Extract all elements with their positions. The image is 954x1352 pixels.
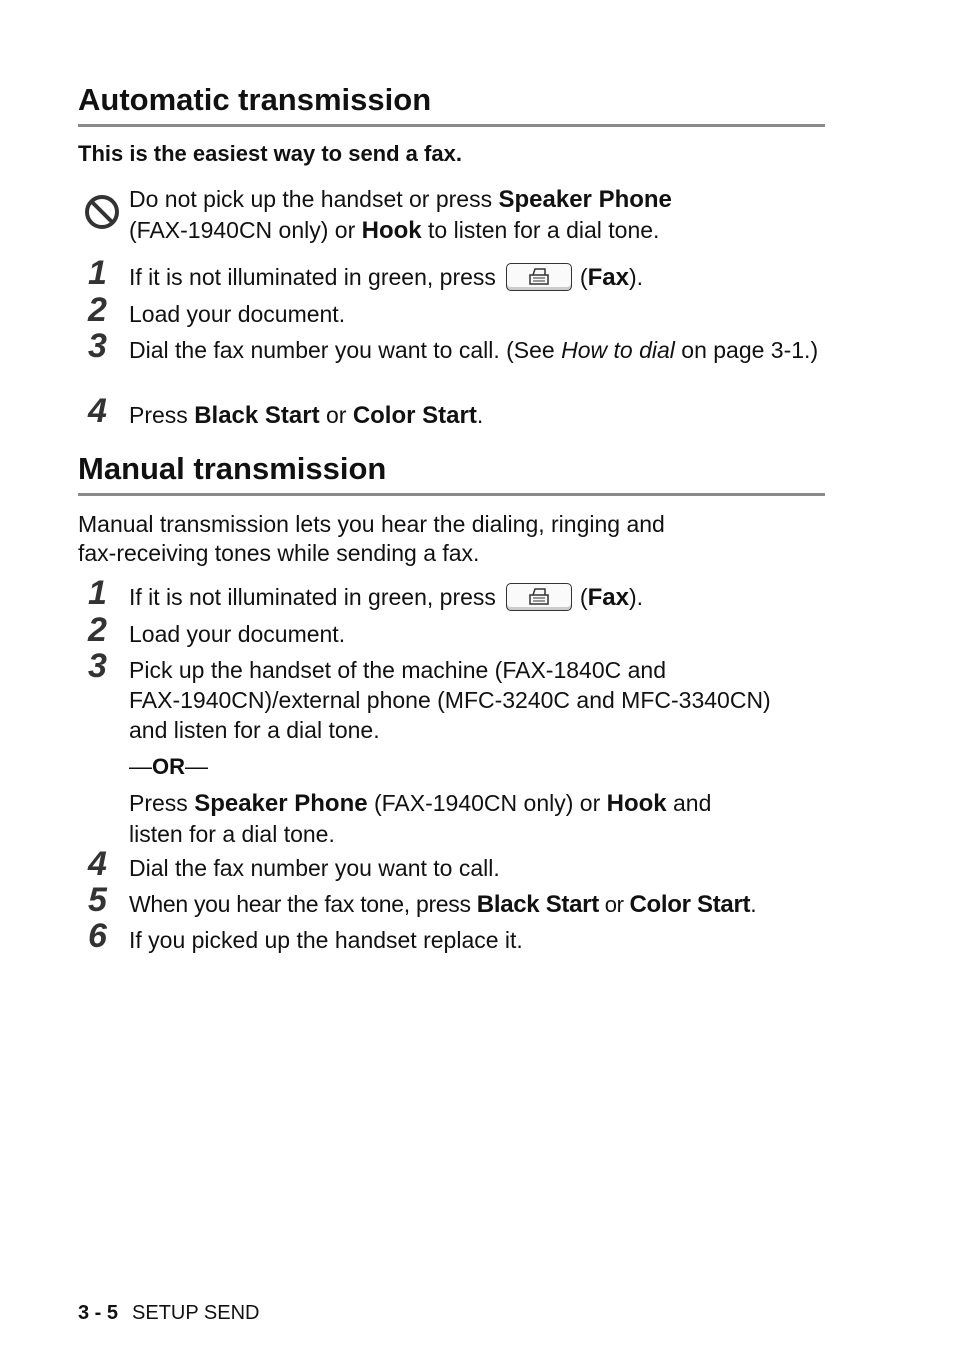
step-text: If you picked up the handset replace it. — [129, 927, 523, 953]
step-text-part: If it is not illuminated in green, press — [129, 584, 496, 610]
color-start-label: Color Start — [352, 402, 477, 429]
step-text: Dial the fax number you want to call. — [129, 855, 500, 881]
note-text: (FAX-1940CN only) or — [129, 217, 362, 243]
step-text-part: on page 3-1.) — [674, 337, 819, 363]
step-number: 3 — [88, 647, 107, 685]
step-text-part: If it is not illuminated in green, press — [129, 264, 496, 290]
paren: ( — [579, 264, 588, 290]
step-number: 3 — [88, 327, 107, 365]
step-text-part: Press — [129, 790, 195, 816]
step-text-part: Dial the fax number you want to call. (See — [129, 337, 562, 363]
step-text-part: or — [319, 402, 353, 428]
dash: — — [129, 753, 152, 779]
section-title-automatic: Automatic transmission — [78, 82, 432, 117]
step-number: 6 — [88, 917, 107, 955]
black-start-label: Black Start — [476, 891, 599, 918]
note-hook: Hook — [361, 217, 422, 244]
step-text — [129, 262, 829, 293]
step-text-part: (FAX-1940CN only) or — [367, 790, 607, 816]
page-footer — [78, 1300, 259, 1326]
note-speaker-phone: Speaker Phone — [498, 186, 672, 213]
step-text-part: Press — [129, 402, 195, 428]
step-number: 2 — [88, 291, 107, 329]
speaker-phone-label: Speaker Phone — [194, 790, 368, 817]
fax-key-icon — [506, 263, 572, 291]
step-text — [129, 335, 829, 365]
cross-reference: How to dial — [561, 337, 675, 363]
section-intro — [78, 510, 838, 568]
intro-line: fax-receiving tones while sending a fax. — [78, 540, 480, 566]
page-number: 3 - 5 — [78, 1302, 119, 1324]
step-line: listen for a dial tone. — [129, 821, 335, 847]
note-text: to listen for a dial tone. — [421, 217, 660, 243]
color-start-label: Color Start — [629, 891, 751, 918]
fax-key-label: Fax — [587, 584, 629, 611]
step-text — [129, 582, 829, 613]
chapter-name: SETUP SEND — [132, 1302, 260, 1324]
step-number: 5 — [88, 881, 107, 919]
step-text — [129, 400, 829, 431]
paren: ( — [579, 584, 588, 610]
fax-key-icon — [506, 583, 572, 611]
or-separator — [129, 751, 829, 782]
step-number: 1 — [88, 254, 107, 292]
step-text-part: When you hear the fax tone, press — [129, 891, 477, 917]
step-text — [129, 889, 829, 920]
dash: — — [185, 753, 208, 779]
no-entry-icon — [84, 194, 120, 230]
section-rule — [78, 124, 825, 127]
black-start-label: Black Start — [194, 402, 320, 429]
section-title-manual: Manual transmission — [78, 451, 387, 486]
step-text — [129, 655, 829, 849]
step-text-part: . — [750, 891, 757, 917]
step-text-part: or — [598, 892, 630, 917]
section-rule — [78, 493, 825, 496]
hook-label: Hook — [606, 790, 667, 817]
caution-note — [129, 184, 829, 246]
step-text: Load your document. — [129, 301, 346, 327]
step-line: Pick up the handset of the machine (FAX-1840C and — [129, 657, 666, 683]
step-text-part: and — [666, 790, 712, 816]
step-text: Load your document. — [129, 621, 346, 647]
paren: ). — [628, 584, 643, 610]
step-number: 2 — [88, 611, 107, 649]
step-text-part: . — [476, 402, 484, 428]
step-number: 4 — [88, 845, 107, 883]
intro-line: Manual transmission lets you hear the dialing, ringing and — [78, 511, 665, 537]
step-line: and listen for a dial tone. — [129, 717, 380, 743]
step-line: FAX-1940CN)/external phone (MFC-3240C and MFC-3340CN) — [129, 687, 771, 713]
paren: ). — [628, 264, 643, 290]
or-label: OR — [152, 754, 185, 779]
step-number: 1 — [88, 574, 107, 612]
alternative-text — [129, 788, 829, 849]
note-text: Do not pick up the handset or press — [129, 186, 499, 212]
fax-key-label: Fax — [587, 264, 629, 291]
section-lead: This is the easiest way to send a fax. — [78, 141, 462, 166]
step-number: 4 — [88, 392, 107, 430]
